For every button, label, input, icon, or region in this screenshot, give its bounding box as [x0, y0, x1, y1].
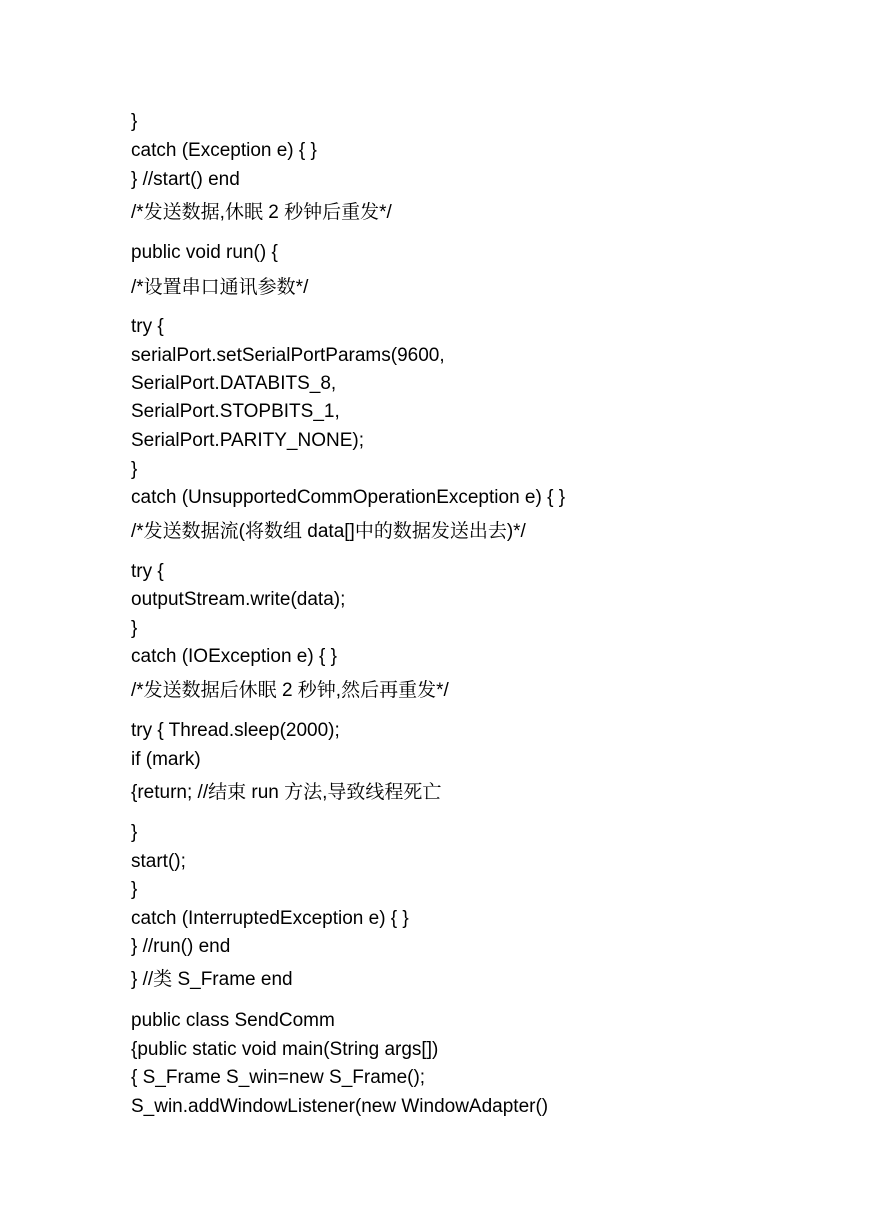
comment-line: /*发送数据流(将数组 data[]中的数据发送出去)*/	[131, 521, 526, 542]
code-line: outputStream.write(data);	[131, 589, 346, 610]
code-line: serialPort.setSerialPortParams(9600,	[131, 345, 445, 366]
comment-line: /*发送数据后休眠 2 秒钟,然后再重发*/	[131, 680, 449, 701]
code-line: }	[131, 111, 138, 132]
code-line: } //类 S_Frame end	[131, 969, 293, 990]
code-line: SerialPort.PARITY_NONE);	[131, 430, 364, 451]
code-line: S_win.addWindowListener(new WindowAdapter()	[131, 1096, 549, 1117]
code-line: }	[131, 459, 138, 480]
code-line: }	[131, 879, 138, 900]
code-line: } //start() end	[131, 169, 240, 190]
code-line: try { Thread.sleep(2000);	[131, 720, 340, 741]
code-line: public class SendComm	[131, 1010, 335, 1031]
code-line: catch (Exception e) { }	[131, 140, 317, 161]
comment-line: /*发送数据,休眠 2 秒钟后重发*/	[131, 202, 392, 223]
code-line: SerialPort.DATABITS_8,	[131, 373, 337, 394]
comment-line: /*设置串口通讯参数*/	[131, 277, 309, 298]
code-line: try {	[131, 561, 164, 582]
code-line: try {	[131, 316, 164, 337]
code-line: }	[131, 618, 138, 639]
code-line: start();	[131, 851, 186, 872]
code-line: {return; //结束 run 方法,导致线程死亡	[131, 782, 442, 803]
code-line: catch (UnsupportedCommOperationException e) { }	[131, 487, 566, 508]
code-line: if (mark)	[131, 749, 201, 770]
code-line: public void run() {	[131, 242, 278, 263]
code-line: catch (InterruptedException e) { }	[131, 908, 409, 929]
code-line: SerialPort.STOPBITS_1,	[131, 401, 340, 422]
code-line: catch (IOException e) { }	[131, 646, 337, 667]
code-line: { S_Frame S_win=new S_Frame();	[131, 1067, 426, 1088]
code-line: {public static void main(String args[])	[131, 1039, 439, 1060]
code-line: } //run() end	[131, 936, 231, 957]
code-line: }	[131, 822, 138, 843]
